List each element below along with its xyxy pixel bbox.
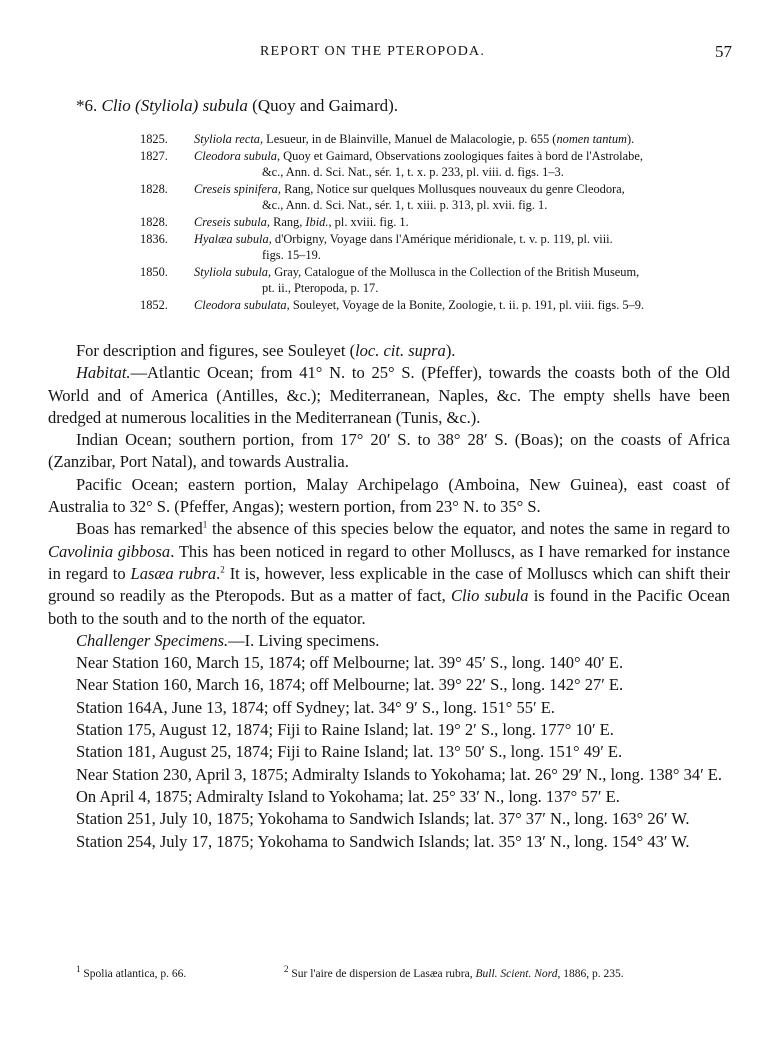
synonymy-taxon: Creseis spinifera, xyxy=(194,181,281,196)
station-entry: Station 254, July 17, 1875; Yokohama to Sandwich Islands; lat. 35° 13′ N., long. 154° 43′ W. xyxy=(76,831,690,851)
station-entry: On April 4, 1875; Admiralty Island to Yokohama; lat. 25° 33′ N., long. 137° 57′ E. xyxy=(76,786,620,806)
synonymy-citation-cont: figs. 15–19. xyxy=(262,248,321,263)
station-entry: Station 175, August 12, 1874; Fiji to Raine Island; lat. 19° 2′ S., long. 177° 10′ E. xyxy=(76,720,614,740)
species-heading xyxy=(76,96,398,116)
station-entry: Station 164A, June 13, 1874; off Sydney; lat. 34° 9′ S., long. 151° 55′ E. xyxy=(76,697,555,717)
station-entry: Near Station 160, March 15, 1874; off Melbourne; lat. 39° 45′ S., long. 140° 40′ E. xyxy=(76,653,624,673)
description-ref: loc. cit. supra xyxy=(355,341,446,360)
station-entry: Near Station 230, April 3, 1875; Admiralty Islands to Yokohama; lat. 26° 29′ N., long. 138° 34′ E. xyxy=(76,764,723,784)
boas-text: . This has been noticed in regard to other Molluscs, as I have remarked for instance in regard to xyxy=(48,541,730,583)
synonymy-year: 1852. xyxy=(140,297,168,312)
species-genus: Clio xyxy=(101,96,131,115)
synonymy-year: 1827. xyxy=(140,148,168,163)
synonymy-taxon: Styliola recta, xyxy=(194,132,264,146)
synonymy-entry xyxy=(140,231,730,264)
boas-text: It is, however, less explicable in the case of Molluscs which can shift their ground so readily as the Pteropods. But as a matter of fact, xyxy=(48,563,730,606)
synonymy-citation-end: ). xyxy=(627,132,635,146)
challenger-paragraph xyxy=(48,630,730,652)
description-end: ). xyxy=(445,341,456,360)
synonymy-entry xyxy=(140,214,730,231)
synonymy-citation: Lesueur, in de Blainville, Manuel de Malacologie, p. 655 ( xyxy=(266,132,557,146)
pacific-ocean-paragraph: Pacific Ocean; eastern portion, Malay Archipelago (Amboina, New Guinea), east coast of Australia to 32° S. (Pfeffer, Angas); western portion, from 23° N. to 35° S. xyxy=(48,474,730,517)
boas-text: is found in the Pacific Ocean both to the south and to the north of the equator. xyxy=(48,586,730,628)
habitat-paragraph xyxy=(48,362,730,429)
species-name: subula xyxy=(202,96,248,115)
description-text: For description and figures, see Souleyet ( xyxy=(76,341,356,360)
footnote-text: Spolia atlantica, p. 66. xyxy=(80,968,187,980)
species-number: *6. xyxy=(76,96,98,115)
running-head xyxy=(48,44,730,68)
synonymy-year: 1836. xyxy=(140,231,168,246)
indian-ocean-paragraph: Indian Ocean; southern portion, from 17° 20′ S. to 38° 28′ S. (Boas); on the coasts of Africa (Zanzibar, Port Natal), and towards Australia. xyxy=(48,430,730,472)
synonymy-year: 1850. xyxy=(140,264,168,279)
species-authority: (Quoy and Gaimard). xyxy=(252,96,399,115)
boas-paragraph: Boas has remarked$^1$ the absence of this species below the equator, and notes the same in regard to Cavolinia gibbosa. This has been noticed in regard to other Molluscs, as I have remarked for instance in regard to Lasæa rubra.$^2$ It is, however, less explicable in the case of Molluscs which can shift their ground so readily as the Pteropods. But as a matter of fact, Clio subula is found in the Pacific Ocean both to the south and to the north of the equator. xyxy=(48,519,730,628)
synonymy-entry xyxy=(140,297,730,314)
synonymy-entry xyxy=(140,181,730,214)
synonymy-year: 1828. xyxy=(140,181,168,196)
footnote-2 xyxy=(284,964,624,980)
synonymy-citation: Gray, Catalogue of the Mollusca in the Collection of the British Museum, xyxy=(274,264,640,279)
synonymy-citation-end: , pl. xviii. fig. 1. xyxy=(328,214,409,229)
challenger-label: Challenger Specimens. xyxy=(76,630,229,650)
synonymy-citation: Rang, Notice sur quelques Mollusques nouveaux du genre Cleodora, xyxy=(284,181,625,196)
description-paragraph xyxy=(48,340,730,362)
taxon-lasaea: Lasæa rubra xyxy=(130,563,217,583)
footnote-ref[interactable]: 1 xyxy=(202,519,208,530)
synonymy-taxon: Cleodora subula, xyxy=(194,148,281,163)
boas-text: Boas has remarked xyxy=(76,519,203,539)
synonymy-citation-cont: &c., Ann. d. Sci. Nat., sér. 1, t. x. p. 233, pl. viii. d. figs. 1–3. xyxy=(262,165,564,180)
station-entry: Near Station 160, March 16, 1874; off Melbourne; lat. 39° 22′ S., long. 142° 27′ E. xyxy=(76,675,624,695)
taxon-cavolinia: Cavolinia gibbosa xyxy=(48,541,171,561)
species-subgenus: (Styliola) xyxy=(135,96,199,115)
body-text xyxy=(48,340,730,853)
synonymy-taxon: Styliola subula, xyxy=(194,264,272,279)
synonymy-citation: Souleyet, Voyage de la Bonite, Zoologie, t. ii. p. 191, pl. viii. figs. 5–9. xyxy=(292,297,645,312)
synonymy-citation-cont: &c., Ann. d. Sci. Nat., sér. 1, t. xiii. p. 313, pl. xvii. fig. 1. xyxy=(262,198,548,213)
synonymy-taxon: Cleodora subulata, xyxy=(194,297,290,312)
habitat-label: Habitat. xyxy=(76,363,131,383)
footnote-journal: Bull. Scient. Nord xyxy=(475,968,558,980)
boas-text: the absence of this species below the equator, and notes the same in regard to xyxy=(207,519,730,539)
synonymy-citation: Quoy et Gaimard, Observations zoologiques faites à bord de l'Astrolabe, xyxy=(283,148,643,163)
synonymy-year: 1825. xyxy=(140,132,168,146)
running-title: REPORT ON THE PTEROPODA. xyxy=(260,44,486,59)
page-number: 57 xyxy=(715,42,732,61)
synonymy-entry xyxy=(140,131,730,148)
synonymy-taxon: Creseis subula, xyxy=(194,214,270,229)
taxon-clio: Clio subula xyxy=(450,586,529,606)
station-entry: Station 251, July 10, 1875; Yokohama to Sandwich Islands; lat. 37° 37′ N., long. 163° 26′ W. xyxy=(76,809,690,829)
footnote-text: Sur l'aire de dispersion de Lasæa rubra, xyxy=(288,968,476,980)
synonymy-citation: Rang, xyxy=(273,214,306,229)
synonymy-entry xyxy=(140,264,730,297)
footnote-1 xyxy=(76,964,187,980)
synonymy-taxon: Hyalæa subula, xyxy=(194,231,272,246)
station-entry: Station 181, August 25, 1874; Fiji to Raine Island; lat. 13° 50′ S., long. 151° 49′ E. xyxy=(76,742,623,762)
synonymy-list xyxy=(140,131,730,314)
footnote-mark: 1 xyxy=(76,964,81,975)
footnote-ref[interactable]: 2 xyxy=(220,564,225,575)
synonymy-citation-italic: Ibid. xyxy=(305,214,329,229)
synonymy-entry xyxy=(140,148,730,181)
footnote-mark: 2 xyxy=(284,964,289,975)
synonymy-citation-cont: pt. ii., Pteropoda, p. 17. xyxy=(262,281,379,296)
challenger-text: —I. Living specimens. xyxy=(228,630,380,650)
habitat-text: —Atlantic Ocean; from 41° N. to 25° S. (Pfeffer), towards the coasts both of the Old World and of America (Antilles, &c.); Mediterranean, Naples, &c. The empty shells have been dredged at numerous localities in the Mediterranean (Tunis, &c.). xyxy=(48,363,730,427)
synonymy-citation-italic: nomen tantum xyxy=(556,132,627,146)
synonymy-year: 1828. xyxy=(140,214,168,229)
footnote-text-end: , 1886, p. 235. xyxy=(557,968,624,980)
synonymy-citation: d'Orbigny, Voyage dans l'Amérique méridionale, t. v. p. 119, pl. viii. xyxy=(274,231,613,246)
